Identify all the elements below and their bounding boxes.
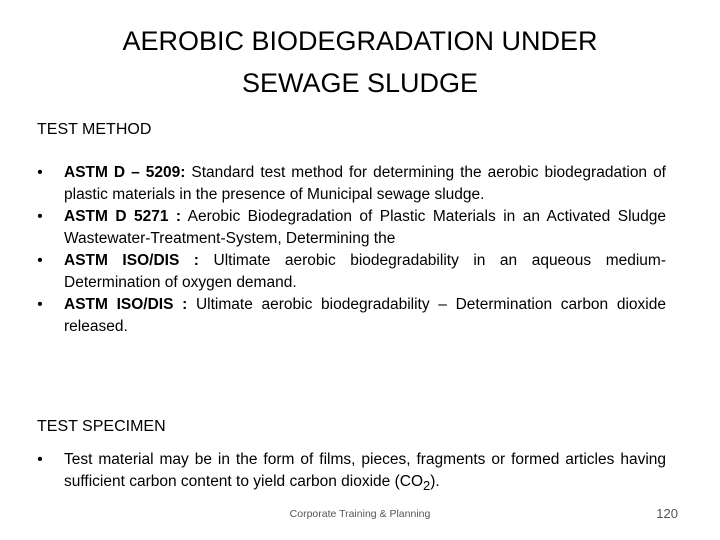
standard-term: ASTM D – 5209: [64, 164, 186, 181]
co2-subscript: 2 [423, 478, 431, 494]
slide-title-line-1: AEROBIC BIODEGRADATION UNDER [122, 26, 598, 56]
slide-title [60, 20, 660, 104]
test-method-list [30, 162, 666, 338]
standard-description: Ultimate aerobic biodegradability in an aqueous medium-Determination of oxygen demand. [64, 252, 666, 291]
standard-description: Aerobic Biodegradation of Plastic Materials in an Activated Sludge Wastewater-Treatment-System, Determining the [64, 208, 666, 247]
test-specimen-heading: TEST SPECIMEN [37, 418, 166, 435]
slide-title-line-2: SEWAGE SLUDGE [241, 68, 479, 98]
specimen-description-end: ). [430, 473, 440, 490]
bullet-icon: • [37, 164, 43, 181]
list-item [30, 449, 666, 497]
bullet-icon: • [37, 252, 43, 269]
list-item [30, 250, 666, 294]
test-specimen-list [30, 449, 666, 497]
standard-description: Ultimate aerobic biodegradability – Determination carbon dioxide released. [64, 296, 666, 335]
list-item [30, 162, 666, 206]
standard-description: Standard test method for determining the aerobic biodegradation of plastic materials in the presence of Municipal sewage sludge. [64, 164, 666, 203]
list-item [30, 206, 666, 250]
test-method-heading: TEST METHOD [37, 121, 152, 138]
standard-term: ASTM D 5271 : [64, 208, 182, 225]
specimen-description: Test material may be in the form of films, pieces, fragments or formed articles having sufficient carbon content to yield carbon dioxide (CO [64, 451, 666, 490]
standard-term: ASTM ISO/DIS : [64, 252, 199, 269]
page-number: 120 [656, 506, 678, 521]
standard-term: ASTM ISO/DIS : [64, 296, 188, 313]
bullet-icon: • [37, 208, 43, 225]
list-item [30, 294, 666, 338]
footer-text: Corporate Training & Planning [289, 508, 431, 520]
bullet-icon: • [37, 296, 43, 313]
bullet-icon: • [37, 451, 43, 468]
